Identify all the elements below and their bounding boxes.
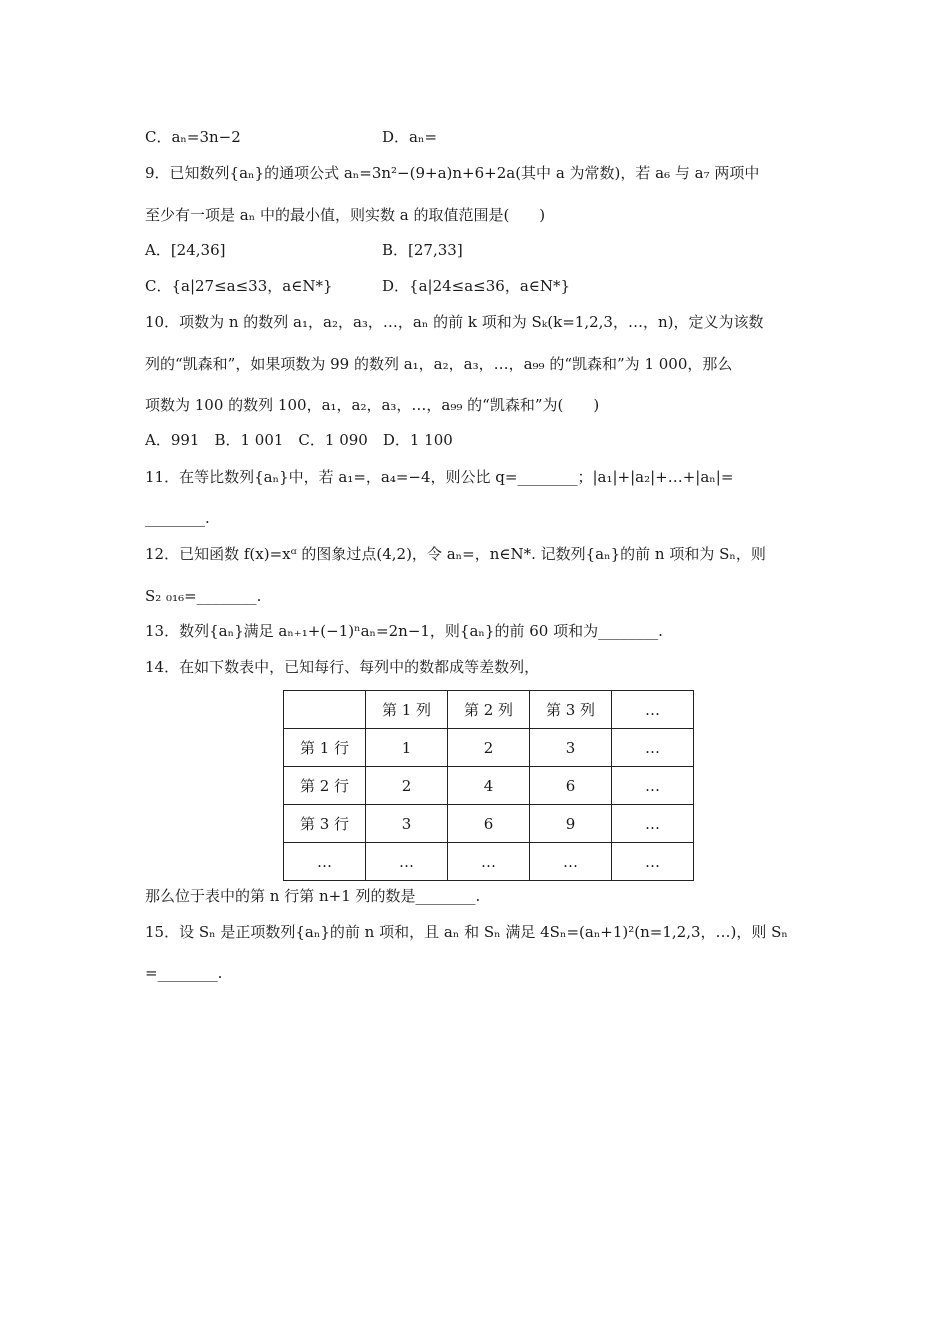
- table-cell: 6: [448, 805, 530, 843]
- q9-option-c: C．{a|27≤a≤33，a∈N*}: [145, 277, 333, 295]
- q12-stem-line1: 12．已知函数 f(x)=xᵅ 的图象过点(4,2)，令 aₙ=，n∈N*. 记数列{aₙ}的前 n 项和为 Sₙ，则: [145, 545, 766, 563]
- table-row-header: 第 1 行: [284, 729, 366, 767]
- q14-question: 那么位于表中的第 n 行第 n+1 列的数是________.: [145, 887, 481, 905]
- table-column-header: 第 3 列: [530, 691, 612, 729]
- table-cell: …: [530, 843, 612, 881]
- q9-stem-line1: 9．已知数列{aₙ}的通项公式 aₙ=3n²−(9+a)n+6+2a(其中 a 为常数)，若 a₆ 与 a₇ 两项中: [145, 164, 760, 182]
- table-row: [284, 805, 694, 843]
- q10-stem-line2: 列的“凯森和”，如果项数为 99 的数列 a₁，a₂，a₃，…，a₉₉ 的“凯森和”为 1 000，那么: [145, 355, 733, 373]
- q10-stem-line3: 项数为 100 的数列 100，a₁，a₂，a₃，…，a₉₉ 的“凯森和”为( ): [145, 396, 600, 414]
- table-cell: 1: [366, 729, 448, 767]
- table-row-header: 第 2 行: [284, 767, 366, 805]
- table-cell: …: [366, 843, 448, 881]
- table-column-header: 第 2 列: [448, 691, 530, 729]
- table-cell: 3: [530, 729, 612, 767]
- q15-stem-line1: 15．设 Sₙ 是正项数列{aₙ}的前 n 项和，且 aₙ 和 Sₙ 满足 4Sₙ=(aₙ+1)²(n=1,2,3，…)，则 Sₙ: [145, 923, 788, 941]
- q9-option-b: B．[27,33]: [382, 241, 463, 259]
- table-row-header: 第 3 行: [284, 805, 366, 843]
- table-cell: …: [612, 805, 694, 843]
- table-cell: 4: [448, 767, 530, 805]
- q8-option-c: C．aₙ=3n−2: [145, 128, 241, 146]
- table-cell: …: [612, 843, 694, 881]
- q10-stem-line1: 10．项数为 n 的数列 a₁，a₂，a₃，…，aₙ 的前 k 项和为 Sₖ(k=1,2,3，…，n)，定义为该数: [145, 313, 764, 331]
- q14-stem: 14．在如下数表中，已知每行、每列中的数都成等差数列，: [145, 658, 540, 676]
- table-cell: …: [448, 843, 530, 881]
- number-table: [283, 690, 694, 881]
- table-cell: 9: [530, 805, 612, 843]
- table-cell: 6: [530, 767, 612, 805]
- q11-stem-line1: 11．在等比数列{aₙ}中，若 a₁=，a₄=−4，则公比 q=________；|a₁|+|a₂|+…+|aₙ|=: [145, 468, 734, 486]
- table-column-header: …: [612, 691, 694, 729]
- table-cell: …: [612, 767, 694, 805]
- table-row: [284, 729, 694, 767]
- table-row-header: …: [284, 843, 366, 881]
- q12-stem-line2: S₂ ₀₁₆=________.: [145, 587, 262, 605]
- table-row: [284, 767, 694, 805]
- q9-stem-line2: 至少有一项是 aₙ 中的最小值，则实数 a 的取值范围是( ): [145, 206, 546, 224]
- q15-stem-line2: =________.: [145, 964, 223, 982]
- table-cell: …: [612, 729, 694, 767]
- q10-options: A．991 B．1 001 C．1 090 D．1 100: [145, 431, 453, 449]
- table-cell: 3: [366, 805, 448, 843]
- table-header-row: [284, 691, 694, 729]
- table-cell: 2: [366, 767, 448, 805]
- q9-option-a: A．[24,36]: [145, 241, 226, 259]
- table-corner-cell: [284, 691, 366, 729]
- table-row: [284, 843, 694, 881]
- q9-option-d: D．{a|24≤a≤36，a∈N*}: [382, 277, 571, 295]
- q11-stem-line2: ________.: [145, 509, 210, 527]
- q13-stem: 13．数列{aₙ}满足 aₙ₊₁+(−1)ⁿaₙ=2n−1，则{aₙ}的前 60 项和为________.: [145, 622, 663, 640]
- q8-option-d: D．aₙ=: [382, 128, 438, 146]
- table-column-header: 第 1 列: [366, 691, 448, 729]
- table-cell: 2: [448, 729, 530, 767]
